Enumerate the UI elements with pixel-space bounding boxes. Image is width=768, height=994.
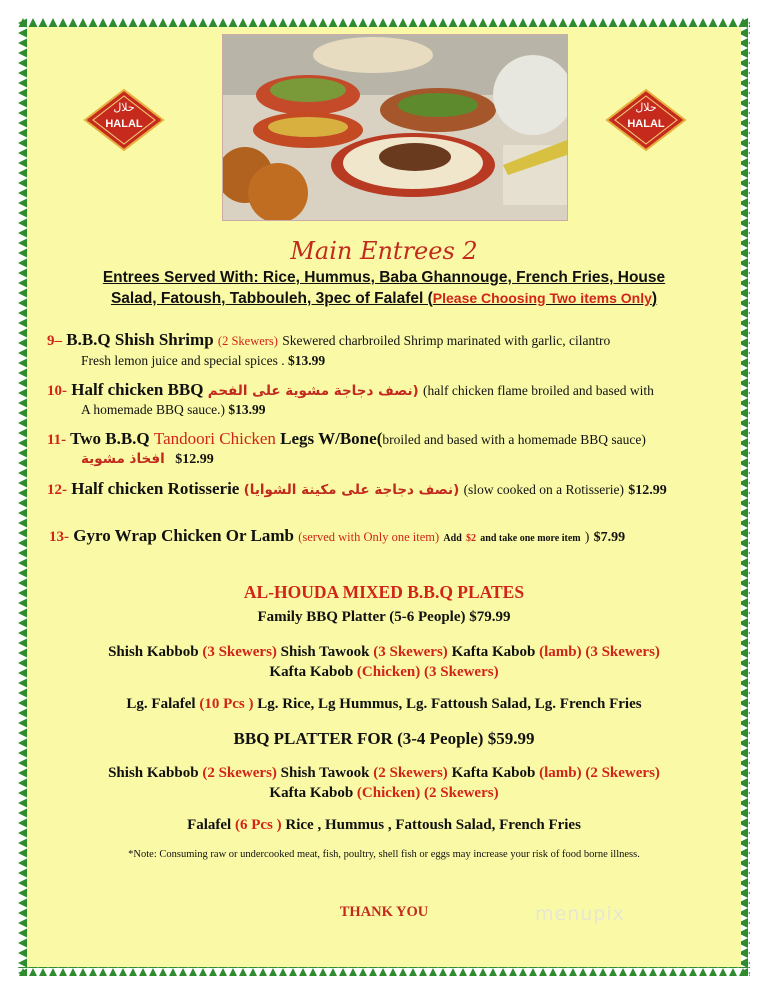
halal-badge-right	[605, 89, 687, 151]
menu-item-10-line2: A homemade BBQ sauce.) $13.99	[81, 402, 266, 417]
menu-item-11: 11- Two B.B.Q Tandoori Chicken Legs W/Bone(broiled and based with a homemade BBQ sauce)	[47, 429, 646, 448]
halal-label: HALAL	[627, 118, 665, 130]
menu-item-13: 13- Gyro Wrap Chicken Or Lamb (served with Only one item) Add $2 and take one more item ) $7.99	[49, 526, 626, 545]
halal-arabic: حلال	[635, 101, 657, 114]
served-with-note	[47, 268, 721, 309]
bbq-line-3: Falafel (6 Pcs ) Rice , Hummus , Fattoush Salad, French Fries	[187, 817, 581, 833]
watermark: menupix	[535, 903, 625, 925]
menu-item-9-line2: Fresh lemon juice and special spices . $13.99	[81, 353, 326, 368]
served-line-2: Salad, Fatoush, Tabbouleh, 3pec of Falafel (Please Choosing Two items Only)	[110, 290, 658, 307]
menu-item-12: 12- Half chicken Rotisserie (نصف دجاجة على مكينة الشوايا) (slow cooked on a Rotisserie) $12.99	[47, 479, 667, 498]
menu-item-9: 9– B.B.Q Shish Shrimp (2 Skewers) Skewered charbroiled Shrimp marinated with garlic, cilantro	[47, 330, 611, 349]
bbq-line-2: Kafta Kabob (Chicken) (2 Skewers)	[269, 785, 499, 801]
served-line-1: Entrees Served With: Rice, Hummus, Baba Ghannouge, French Fries, House	[102, 269, 666, 286]
section-title: Main Entrees 2	[290, 237, 478, 265]
family-platter: Family BBQ Platter (5-6 People) $79.99	[257, 609, 511, 625]
thank-you: THANK YOU	[339, 904, 429, 920]
menu-content	[27, 27, 741, 967]
halal-badge-left	[83, 89, 165, 151]
bbq-platter: BBQ PLATTER FOR (3-4 People) $59.99	[233, 729, 535, 748]
halal-arabic: حلال	[113, 101, 135, 114]
food-photo	[222, 34, 568, 221]
family-line-1: Shish Kabbob (3 Skewers) Shish Tawook (3 Skewers) Kafta Kabob (lamb) (3 Skewers)	[108, 644, 660, 660]
menu-item-10: 10- Half chicken BBQ (نصف دجاجة مشوية على الفحم (half chicken flame broiled and based with	[47, 380, 654, 399]
food-safety-note: *Note: Consuming raw or undercooked meat, fish, poultry, shell fish or eggs may increase your risk of food borne illness.	[128, 849, 640, 860]
family-line-3: Lg. Falafel (10 Pcs ) Lg. Rice, Lg Hummus, Lg. Fattoush Salad, Lg. French Fries	[126, 696, 642, 712]
mixed-heading: AL-HOUDA MIXED B.B.Q PLATES	[243, 582, 525, 602]
menu-item-11-line2: افخاذ مشوية $12.99	[81, 451, 214, 467]
bbq-line-1: Shish Kabbob (2 Skewers) Shish Tawook (2 Skewers) Kafta Kabob (lamb) (2 Skewers)	[108, 765, 660, 781]
family-line-2: Kafta Kabob (Chicken) (3 Skewers)	[269, 664, 499, 680]
halal-label: HALAL	[105, 118, 143, 130]
